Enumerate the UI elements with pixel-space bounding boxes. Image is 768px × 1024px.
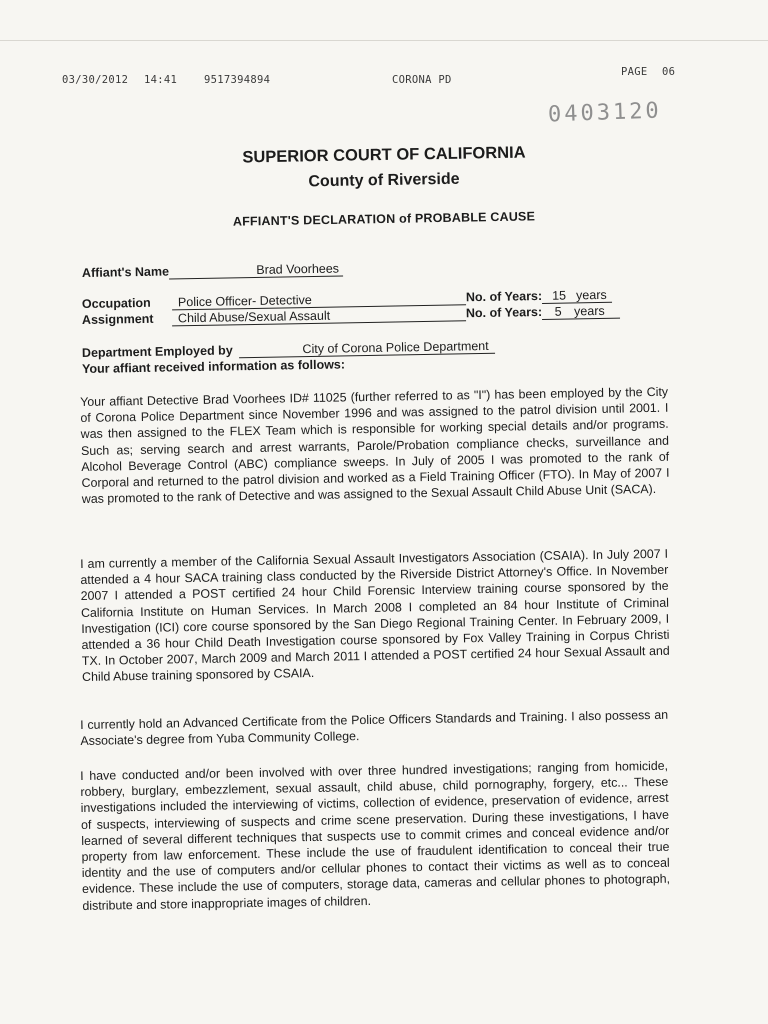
affiant-name-row <box>82 261 343 281</box>
fax-sender: CORONA PD <box>392 74 452 86</box>
years-value-1: 15 <box>552 288 567 303</box>
paragraph-training: I am currently a member of the California Sexual Assault Investigators Association (CSAIA). In July 2007 I attended a 4 hour SACA training class conducted by the Riverside District Attorney's Office. In November 2007 I attended a POST certified 24 hour Child Forensic Interview training course sponsored by the California Institute on Human Services. In March 2008 I completed an 84 hour Institute of Criminal Investigation (ICI) core course sponsored by the San Diego Regional Training Center. In February 2009, I attended a 36 hour Child Death Investigation course sponsored by Fox Valley Training in Corpus Christi TX. In October 2007, March 2009 and March 2011 I attended a POST certified 24 hour Sexual Assault and Child Abuse training sponsored by CSAIA. <box>80 546 670 685</box>
scan-edge-line <box>0 40 768 41</box>
fax-page-number: 06 <box>662 66 676 78</box>
years-value-2: 5 <box>554 304 562 319</box>
years-unit-1: years <box>575 287 607 303</box>
occupation-label: Occupation <box>81 295 151 311</box>
affiant-name-value: Brad Voorhees <box>169 262 343 279</box>
fax-page-label: PAGE <box>621 66 648 78</box>
fax-time: 14:41 <box>144 74 178 86</box>
years-label-2: No. of Years: <box>465 304 543 321</box>
fax-phone: 9517394894 <box>204 74 271 86</box>
fax-date: 03/30/2012 <box>62 74 129 86</box>
years-group-2 <box>542 305 620 320</box>
received-info-label: Your affiant received information as follows: <box>81 357 346 376</box>
court-title: SUPERIOR COURT OF CALIFORNIA <box>242 143 526 167</box>
paragraph-employment: Your affiant Detective Brad Voorhees ID# 11025 (further referred to as "I") has been employed by the City of Corona Police Department since November 1996 and was assigned to the patrol division until 2001. I was then assigned to the FLEX Team which is responsible for working special details and/or programs. Such as; serving search and arrest warrants, Parole/Probation compliance checks, surveillance and Alcohol Beverage Control (ABC) compliance sweeps. In July of 2005 I was promoted to the rank of Corporal and returned to the patrol division and worked as a Field Training Officer (FTO). In May of 2007 I was promoted to the rank of Detective and was assigned to the Sexual Assault Child Abuse Unit (SACA). <box>80 384 670 507</box>
assignment-value: Child Abuse/Sexual Assault <box>172 307 466 326</box>
years-label-1: No. of Years: <box>465 288 543 305</box>
paragraph-investigations: I have conducted and/or been involved with over three hundred investigations; ranging from homicide, robbery, burglary, embezzlement, sexual assault, child abuse, child pornography, forgery, etc... These investigations included the interviewing of victims, collection of evidence, preservation of evidence, arrest of suspects, interviewing of suspects and crime scene preservation. During these investigations, I have learned of several different techniques that suspects use to commit crimes and conceal evidence and/or property from law enforcement. These include the use of fraudulent identification to conceal their true identity and the use of computers and/or cellular phones to contact their victims as well as to conceal evidence. These include the use of computers, storage data, cameras and cellular phones to photograph, distribute and store inappropriate images of children. <box>80 758 671 913</box>
department-value: City of Corona Police Department <box>239 340 495 358</box>
years-group-1 <box>542 289 612 304</box>
assignment-label: Assignment <box>81 311 154 327</box>
declaration-title: AFFIANT'S DECLARATION of PROBABLE CAUSE <box>232 209 536 229</box>
years-unit-2: years <box>573 303 605 319</box>
document-stamp-number: 0403120 <box>547 98 663 128</box>
paragraph-certification: I currently hold an Advanced Certificate from the Police Officers Standards and Training. I also possess an Associate's degree from Yuba Community College. <box>80 707 669 749</box>
department-label: Department Employed by <box>81 343 233 360</box>
occupation-value: Police Officer- Detective <box>172 291 466 310</box>
county-title: County of Riverside <box>308 170 460 191</box>
affiant-name-label: Affiant's Name <box>81 264 170 280</box>
